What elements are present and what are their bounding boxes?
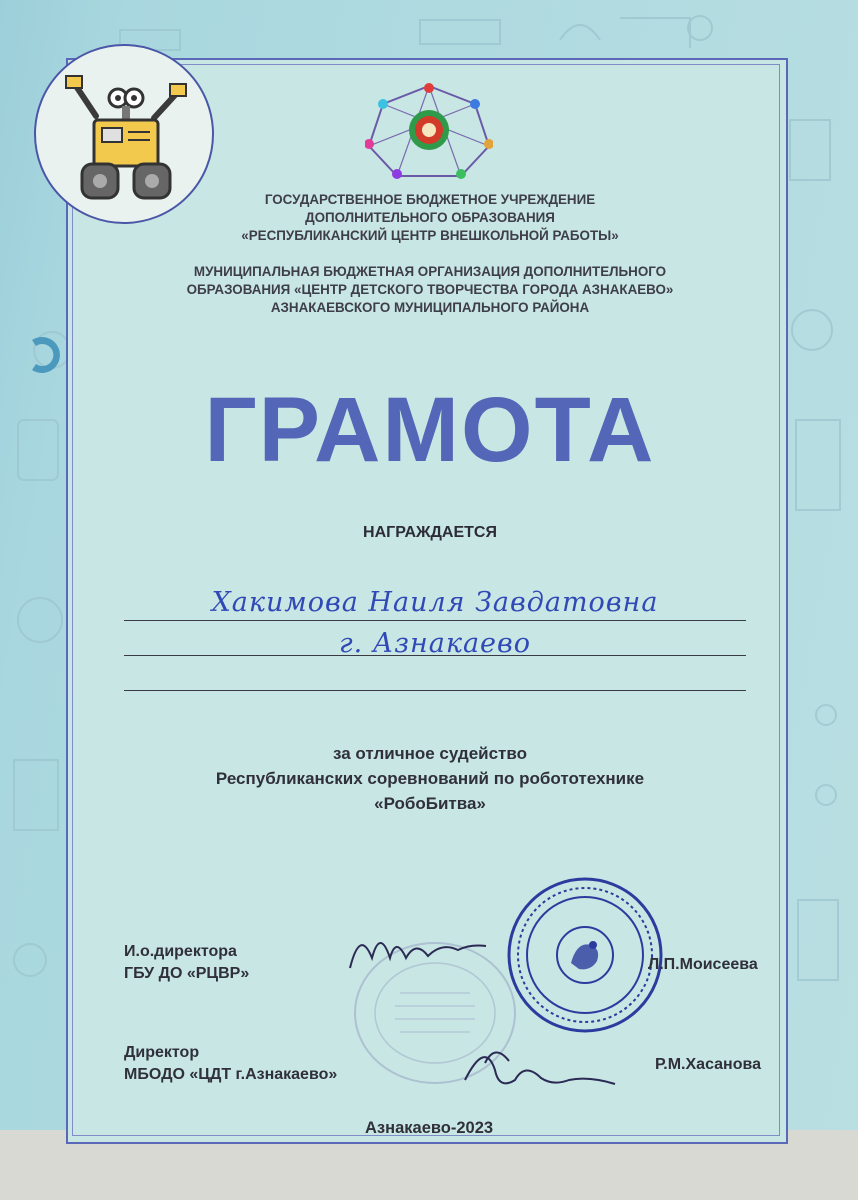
reason-line2: Республиканских соревнований по робототехнике — [215, 769, 645, 788]
rcvr-emblem-icon — [365, 82, 493, 180]
signatory-2-title-line1: Директор — [124, 1044, 200, 1061]
org2-line1: МУНИЦИПАЛЬНАЯ БЮДЖЕТНАЯ ОРГАНИЗАЦИЯ ДОПОЛНИТЕЛЬНОГО — [193, 264, 667, 279]
reason-line1: за отличное судейство — [333, 744, 527, 763]
awarded-label: НАГРАЖДАЕТСЯ — [363, 524, 497, 541]
organization-1 — [120, 191, 740, 245]
recipient-line-3 — [124, 690, 746, 691]
org2-line3: АЗНАКАЕВСКОГО МУНИЦИПАЛЬНОГО РАЙОНА — [270, 300, 590, 315]
org1-line3: «РЕСПУБЛИКАНСКИЙ ЦЕНТР ВНЕШКОЛЬНОЙ РАБОТЫ» — [241, 228, 619, 243]
certificate-title: ГРАМОТА — [204, 379, 656, 481]
recipient-name: Хакимова Наиля Завдатовна — [211, 587, 659, 618]
signatory-1-name: Л.П.Моисеева — [648, 956, 758, 973]
place-and-year: Азнакаево-2023 — [365, 1119, 494, 1137]
signature-khasanova — [455, 1035, 625, 1095]
recipient-line-1 — [124, 620, 746, 621]
reason-line3: «РобоБитва» — [374, 794, 486, 813]
signature-moiseeva — [345, 920, 505, 980]
official-stamp — [505, 875, 665, 1035]
signatory-2-title — [124, 1042, 337, 1086]
signatory-1-title — [124, 941, 249, 985]
award-reason — [120, 741, 740, 816]
signatory-1-title-line2: ГБУ ДО «РЦВР» — [124, 965, 250, 982]
signatory-2-title-line2: МБОДО «ЦДТ г.Азнакаево» — [124, 1066, 338, 1083]
recipient-city: г. Азнакаево — [338, 628, 532, 659]
signatory-1-title-line1: И.о.директора — [124, 943, 237, 960]
org2-line2: ОБРАЗОВАНИЯ «ЦЕНТР ДЕТСКОГО ТВОРЧЕСТВА ГОРОДА АЗНАКАЕВО» — [186, 282, 674, 297]
recipient-line-2 — [124, 655, 746, 656]
org1-line1: ГОСУДАРСТВЕННОЕ БЮДЖЕТНОЕ УЧРЕЖДЕНИЕ — [264, 192, 596, 207]
signatory-2-name: Р.М.Хасанова — [655, 1056, 762, 1073]
organization-2 — [120, 263, 740, 317]
org1-line2: ДОПОЛНИТЕЛЬНОГО ОБРАЗОВАНИЯ — [305, 210, 555, 225]
